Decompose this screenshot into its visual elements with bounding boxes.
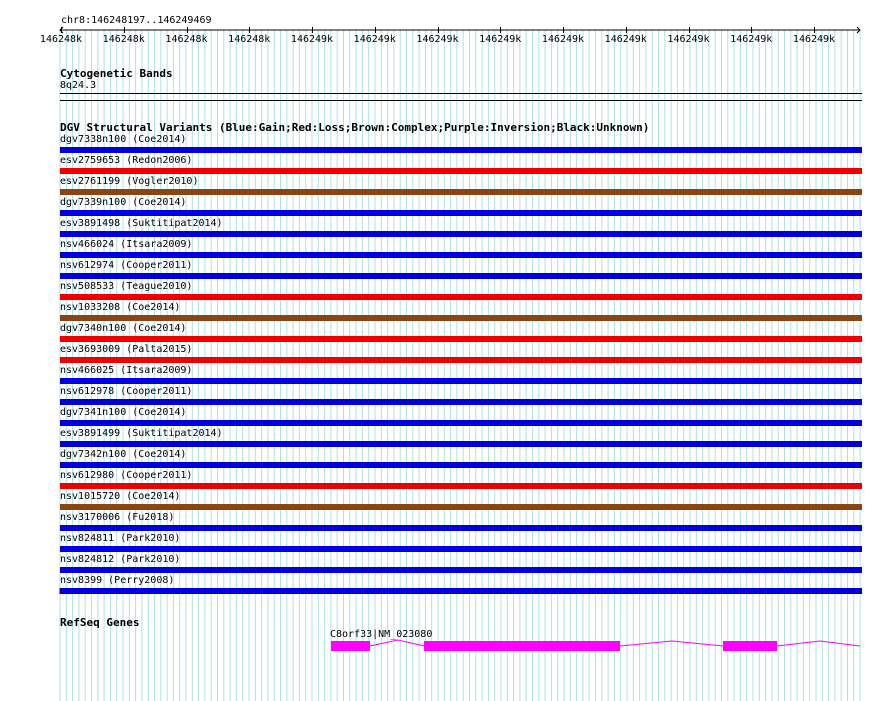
ruler-tick-label: 146249k — [541, 34, 585, 45]
gene-exon-2 — [424, 641, 620, 651]
gene-exon-1 — [331, 641, 370, 651]
variant-bar-gain[interactable] — [60, 420, 862, 426]
gene-intron-1 — [370, 640, 424, 646]
ruler-tick-mark — [500, 27, 501, 33]
variant-label: dgv7339n100 (Coe2014) — [60, 197, 187, 208]
variant-bar-gain[interactable] — [60, 399, 862, 405]
gene-exon-3 — [723, 641, 777, 651]
ruler-tick-label: 146249k — [353, 34, 396, 45]
ruler-tick-label: 146248k — [39, 34, 83, 45]
gene-model[interactable] — [0, 636, 890, 656]
ruler-tick-mark — [438, 27, 439, 33]
variant-label: esv3693009 (Palta2015) — [60, 344, 193, 355]
variant-bar-gain[interactable] — [60, 252, 862, 258]
ruler-tick-mark — [61, 27, 62, 33]
ruler-tick-label: 146249k — [416, 34, 459, 45]
variant-bar-loss[interactable] — [60, 294, 862, 300]
cytoband-track-title: Cytogenetic Bands — [60, 67, 173, 80]
ruler-tick-mark — [751, 27, 752, 33]
cytoband-border-bottom — [60, 100, 862, 101]
variant-bar-gain[interactable] — [60, 378, 862, 384]
variant-bar-loss[interactable] — [60, 168, 862, 174]
variant-bar-loss[interactable] — [60, 336, 862, 342]
variant-bar-gain[interactable] — [60, 441, 862, 447]
variant-label: nsv466024 (Itsara2009) — [60, 239, 193, 250]
variant-label: nsv508533 (Teague2010) — [60, 281, 193, 292]
variant-bar-gain[interactable] — [60, 273, 862, 279]
variant-label: nsv1033208 (Coe2014) — [60, 302, 181, 313]
variant-label: nsv3170006 (Fu2018) — [60, 512, 175, 523]
variant-label: nsv466025 (Itsara2009) — [60, 365, 193, 376]
ruler-tick-mark — [375, 27, 376, 33]
ruler-tick-label: 146249k — [667, 34, 710, 45]
ruler-tick-label: 146248k — [102, 34, 145, 45]
cytoband-border-top — [60, 93, 862, 94]
variant-label: esv3891499 (Suktitipat2014) — [60, 428, 223, 439]
variant-bar-loss[interactable] — [60, 483, 862, 489]
variant-label: nsv612980 (Cooper2011) — [60, 470, 193, 481]
variant-label: nsv824811 (Park2010) — [60, 533, 181, 544]
gene-intron-2 — [620, 641, 723, 646]
dgv-track-title: DGV Structural Variants (Blue:Gain;Red:Loss;Brown:Complex;Purple:Inversion;Black:Unknown) — [60, 121, 650, 134]
ruler-tick-label: 146249k — [792, 34, 836, 45]
variant-label: dgv7340n100 (Coe2014) — [60, 323, 187, 334]
variant-label: nsv824812 (Park2010) — [60, 554, 181, 565]
dgv-track-bottom — [0, 586, 890, 596]
variant-bar-complex[interactable] — [60, 189, 862, 195]
ruler-tick-mark — [563, 27, 564, 33]
variant-bar-loss[interactable] — [60, 357, 862, 363]
variant-bar-complex[interactable] — [60, 315, 862, 321]
position-label: chr8:146248197..146249469 — [61, 15, 212, 26]
ruler-tick-label: 146248k — [228, 34, 271, 45]
variant-label: nsv612974 (Cooper2011) — [60, 260, 193, 271]
variant-label: dgv7338n100 (Coe2014) — [60, 134, 187, 145]
gene-utr-tail — [777, 641, 860, 646]
ruler-tick-mark — [187, 27, 188, 33]
cytoband-label: 8q24.3 — [60, 80, 97, 91]
variant-label: nsv8399 (Perry2008) — [60, 575, 175, 586]
variant-bar-gain[interactable] — [60, 147, 862, 153]
ruler-tick-mark — [312, 27, 313, 33]
gene-label[interactable]: C8orf33|NM_023080 — [330, 629, 433, 640]
variant-bar-gain[interactable] — [60, 462, 862, 468]
variant-label: nsv1015720 (Coe2014) — [60, 491, 181, 502]
ruler-tick-label: 146249k — [730, 34, 773, 45]
ruler-tick-label: 146249k — [290, 34, 334, 45]
ruler-tick-mark — [689, 27, 690, 33]
variant-label: esv2759653 (Redon2006) — [60, 155, 193, 166]
ruler-tick-label: 146249k — [604, 34, 647, 45]
variant-bar-complex[interactable] — [60, 504, 862, 510]
variant-bar-gain[interactable] — [60, 546, 862, 552]
ruler-tick-mark — [124, 27, 125, 33]
ruler-tick-label: 146248k — [165, 34, 208, 45]
variant-bar-gain[interactable] — [60, 525, 862, 531]
ruler-tick-mark — [626, 27, 627, 33]
ruler-tick-mark — [249, 27, 250, 33]
variant-bar-gain[interactable] — [60, 231, 862, 237]
variant-label: dgv7341n100 (Coe2014) — [60, 407, 187, 418]
variant-bar-gain[interactable] — [60, 210, 862, 216]
ruler-tick-mark — [814, 27, 815, 33]
refseq-track-title: RefSeq Genes — [60, 616, 140, 629]
variant-label: nsv612978 (Cooper2011) — [60, 386, 193, 397]
variant-label: esv3891498 (Suktitipat2014) — [60, 218, 223, 229]
ruler-tick-label: 146249k — [479, 34, 522, 45]
variant-label: dgv7342n100 (Coe2014) — [60, 449, 187, 460]
variant-bar-gain[interactable] — [60, 567, 862, 573]
variant-label: esv2761199 (Vogler2010) — [60, 176, 199, 187]
